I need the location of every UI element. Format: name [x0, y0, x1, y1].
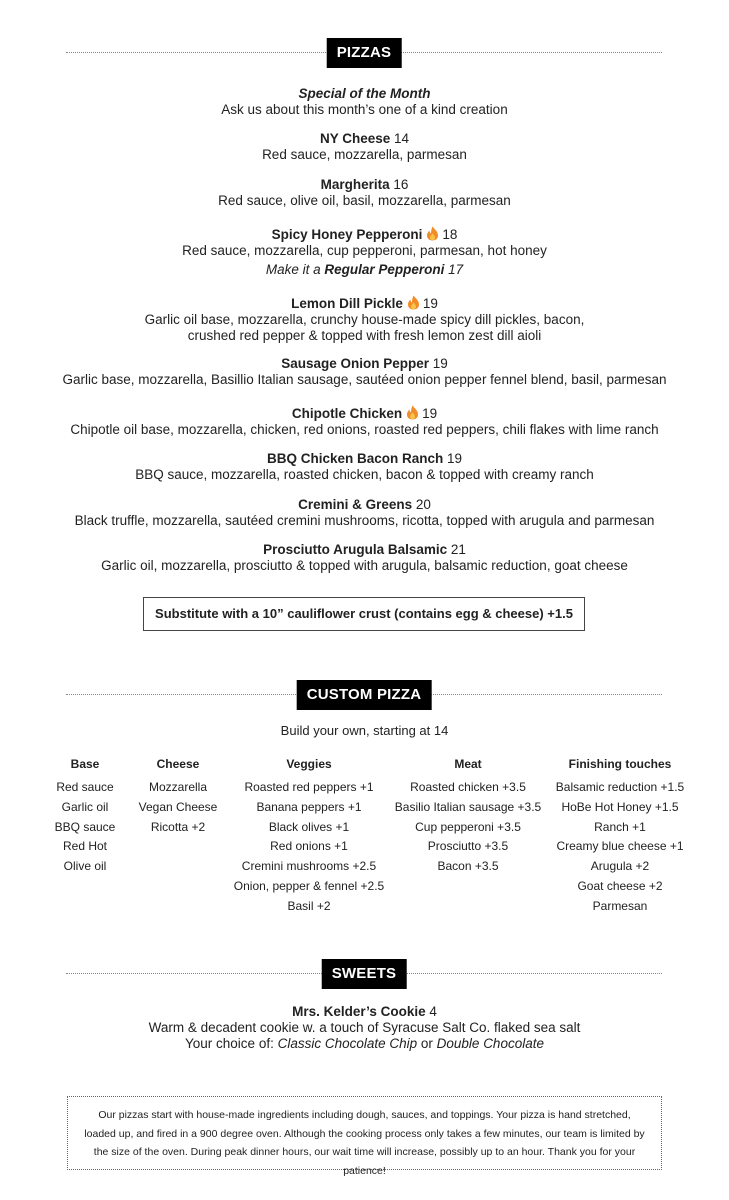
column-header: Base [70, 757, 100, 771]
item-choice [0, 1036, 729, 1052]
option-item: BBQ sauce [54, 819, 116, 834]
section-header-pizzas [66, 38, 662, 68]
kitchen-notice: Our pizzas start with house-made ingredients including dough, sauces, and toppings. Your pizza is hand stretched, loaded up, and fired in a 900 degree oven. Although the cooking process only takes a few minutes, our team is limited by the size of the oven. During peak dinner hours, our wait time will increase, possibly up to an hour. Thank you for your patience! [67, 1096, 662, 1170]
custom-intro: Build your own, starting at 14 [280, 723, 449, 738]
menu-item-lemon-dill-pickle [0, 295, 729, 344]
section-header-custom [66, 680, 662, 710]
flame-icon [426, 226, 439, 241]
option-item: Goat cheese +2 [577, 878, 663, 893]
item-price: 21 [450, 542, 466, 557]
option-item: Arugula +2 [590, 859, 650, 874]
menu-item-bbq-chicken-bacon-ranch [0, 451, 729, 483]
special-title: Special of the Month [298, 86, 431, 101]
column-header: Finishing touches [568, 757, 672, 771]
option-item: Red Hot [62, 839, 108, 854]
option-item: Cremini mushrooms +2.5 [241, 859, 377, 874]
option-item: Ricotta +2 [150, 819, 206, 834]
item-price: 19 [447, 451, 463, 466]
item-price: 4 [429, 1004, 437, 1019]
option-item: Balsamic reduction +1.5 [555, 780, 685, 794]
item-name: BBQ Chicken Bacon Ranch [266, 451, 444, 466]
option-item: Roasted chicken +3.5 [410, 780, 526, 794]
custom-column-meat [388, 756, 548, 878]
item-name: NY Cheese [319, 131, 391, 146]
item-desc: Black truffle, mozzarella, sautéed cremini mushrooms, ricotta, topped with arugula and parmesan [74, 513, 655, 528]
custom-column-veggies [224, 756, 394, 918]
option-item: Garlic oil [61, 799, 109, 814]
option-item: Mozzarella [148, 780, 208, 794]
choice-or: or [417, 1036, 437, 1051]
item-price: 18 [442, 227, 458, 242]
variant-price: 17 [444, 262, 464, 277]
option-item: Onion, pepper & fennel +2.5 [233, 878, 385, 893]
item-name: Lemon Dill Pickle [291, 296, 403, 311]
item-desc: Red sauce, mozzarella, cup pepperoni, parmesan, hot honey [182, 243, 547, 258]
menu-item-sausage-onion-pepper [0, 356, 729, 388]
section-title-pizzas: PIZZAS [327, 38, 402, 68]
custom-column-base [40, 756, 130, 878]
option-item: Olive oil [63, 859, 107, 874]
item-desc: Garlic base, mozzarella, Basillio Italian sausage, sautéed onion pepper fennel blend, basil, parmesan [62, 372, 667, 387]
special-desc: Ask us about this month’s one of a kind creation [221, 102, 508, 117]
option-item: Vegan Cheese [138, 799, 218, 814]
choice-prefix: Your choice of: [185, 1036, 278, 1051]
option-item: Basil +2 [287, 898, 331, 913]
menu-item-spicy-honey-pepperoni [0, 226, 729, 278]
item-variant-note [0, 262, 729, 278]
option-item: Creamy blue cheese +1 [556, 839, 684, 854]
option-item: Prosciutto +3.5 [427, 839, 509, 854]
column-header: Cheese [156, 757, 200, 771]
item-desc: Chipotle oil base, mozzarella, chicken, red onions, roasted red peppers, chili flakes with lime ranch [70, 422, 659, 437]
flame-icon [407, 295, 420, 310]
option-item: Black olives +1 [268, 819, 350, 834]
choice-option-b: Double Chocolate [436, 1036, 544, 1051]
item-price: 20 [415, 497, 431, 512]
item-name: Chipotle Chicken [291, 406, 403, 421]
menu-item-ny-cheese [0, 131, 729, 163]
variant-prefix: Make it a [265, 262, 325, 277]
item-desc-line2: crushed red pepper & topped with fresh lemon zest dill aioli [187, 328, 542, 343]
option-item: Bacon +3.5 [437, 859, 499, 874]
column-header: Veggies [286, 757, 332, 771]
item-name: Mrs. Kelder’s Cookie [292, 1004, 426, 1019]
option-item: Basilio Italian sausage +3.5 [394, 799, 542, 814]
item-name: Sausage Onion Pepper [281, 356, 429, 371]
option-item: Red onions +1 [270, 839, 348, 854]
menu-item-cremini-greens [0, 497, 729, 529]
item-price: 19 [422, 296, 438, 311]
custom-column-finishing-touches [547, 756, 693, 918]
option-item: Cup pepperoni +3.5 [415, 819, 521, 834]
choice-option-a: Classic Chocolate Chip [277, 1036, 418, 1051]
item-price: 14 [394, 131, 410, 146]
custom-column-cheese [133, 756, 223, 838]
option-item: Parmesan [592, 898, 648, 913]
item-name: Margherita [320, 177, 390, 192]
item-desc: Red sauce, mozzarella, parmesan [262, 147, 467, 162]
item-desc: BBQ sauce, mozzarella, roasted chicken, bacon & topped with creamy ranch [135, 467, 594, 482]
option-item: Banana peppers +1 [256, 799, 362, 814]
section-header-sweets [66, 959, 662, 989]
menu-item-margherita [0, 177, 729, 209]
flame-icon [406, 405, 419, 420]
column-header: Meat [454, 757, 482, 771]
option-item: Roasted red peppers +1 [244, 780, 374, 794]
item-desc: Garlic oil base, mozzarella, crunchy house-made spicy dill pickles, bacon, [144, 312, 585, 327]
option-item: Red sauce [56, 780, 114, 794]
item-desc: Warm & decadent cookie w. a touch of Syracuse Salt Co. flaked sea salt [148, 1020, 581, 1035]
menu-item-chipotle-chicken [0, 405, 729, 438]
option-item: Ranch +1 [594, 819, 646, 834]
menu-item-prosciutto-arugula-balsamic [0, 542, 729, 574]
item-name: Cremini & Greens [298, 497, 413, 512]
item-desc: Red sauce, olive oil, basil, mozzarella, parmesan [218, 193, 511, 208]
item-price: 16 [393, 177, 409, 192]
section-title-custom: CUSTOM PIZZA [297, 680, 432, 710]
item-name: Spicy Honey Pepperoni [271, 227, 423, 242]
item-name: Prosciutto Arugula Balsamic [263, 542, 448, 557]
option-item: HoBe Hot Honey +1.5 [561, 799, 679, 814]
item-price: 19 [432, 356, 448, 371]
substitute-crust-notice: Substitute with a 10” cauliflower crust (contains egg & cheese) +1.5 [143, 597, 585, 631]
menu-item-cookie [0, 1004, 729, 1052]
item-price: 19 [422, 406, 438, 421]
variant-name: Regular Pepperoni [324, 262, 445, 277]
menu-item-special [0, 86, 729, 118]
section-title-sweets: SWEETS [322, 959, 407, 989]
item-desc: Garlic oil, mozzarella, prosciutto & topped with arugula, balsamic reduction, goat cheese [101, 558, 628, 573]
